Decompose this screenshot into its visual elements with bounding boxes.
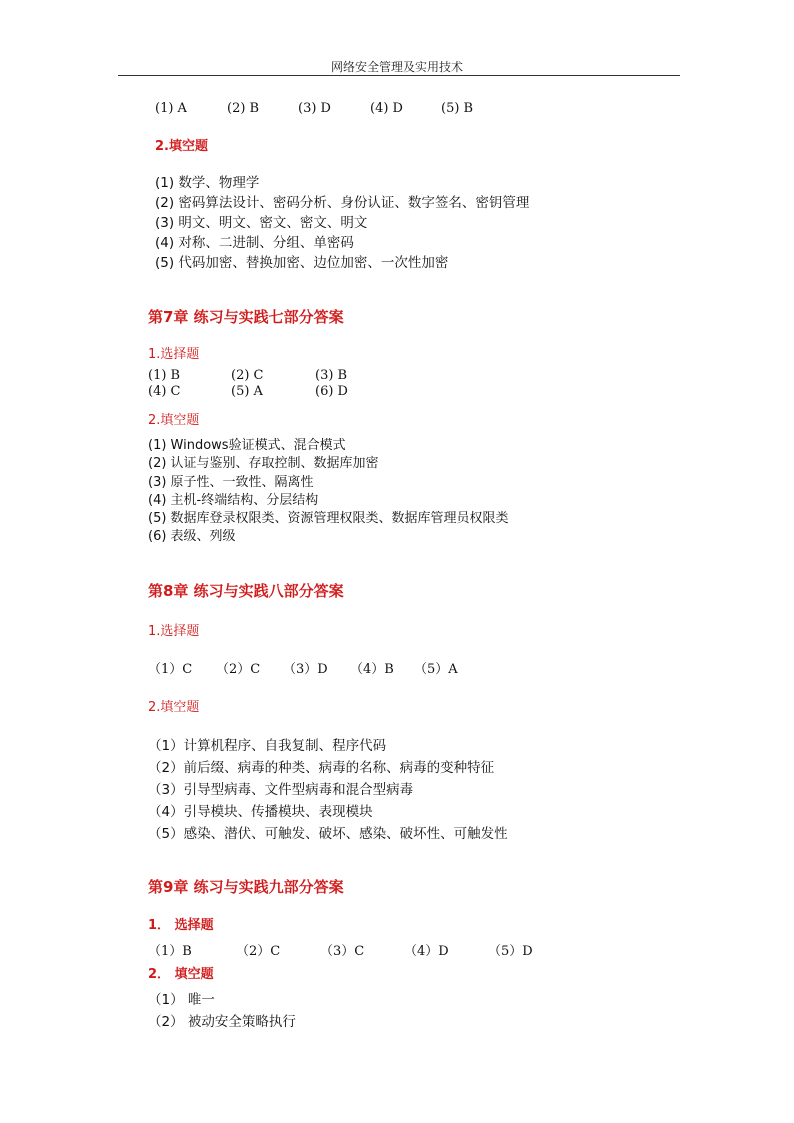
answer-choice-2: (2) B	[227, 101, 260, 116]
ch9-choice-4: （4）D	[404, 944, 449, 959]
chapter-9-choice-heading: 1． 选择题	[148, 918, 214, 933]
chapter-7-fill-heading: 2.填空题	[148, 413, 200, 428]
chapter-8-title: 第8章 练习与实践八部分答案	[148, 582, 344, 600]
answer-choice-5: (5) B	[441, 101, 474, 116]
ch7-fill-5: (5) 数据库登录权限类、资源管理权限类、数据库管理员权限类	[148, 511, 509, 526]
ch7-fill-3: (3) 原子性、一致性、隔离性	[148, 475, 314, 490]
ch8-fill-4: （4）引导模块、传播模块、表现模块	[148, 804, 373, 820]
header-rule	[118, 75, 680, 76]
answer-choice-3: (3) D	[298, 101, 331, 116]
chapter-7-title: 第7章 练习与实践七部分答案	[148, 308, 344, 326]
ch8-fill-1: （1）计算机程序、自我复制、程序代码	[148, 738, 387, 754]
ch7-choice-3: (3) B	[315, 368, 348, 383]
ch8-choice-3: （3）D	[283, 662, 328, 677]
page-header: 网络安全管理及实用技术	[330, 60, 463, 74]
fill-answer-4: (4) 对称、二进制、分组、单密码	[155, 235, 354, 251]
ch8-choice-1: （1）C	[148, 662, 193, 677]
ch8-fill-3: （3）引导型病毒、文件型病毒和混合型病毒	[148, 782, 414, 798]
chapter-9-fill-heading: 2． 填空题	[148, 967, 214, 982]
ch7-choice-5: (5) A	[231, 384, 263, 399]
ch7-choice-1: (1) B	[148, 368, 181, 383]
ch8-choice-5: （5）A	[414, 662, 458, 677]
answer-choice-1: (1) A	[155, 101, 187, 116]
ch8-choice-4: （4）B	[350, 662, 394, 677]
ch7-choice-2: (2) C	[231, 368, 264, 383]
ch8-choice-2: （2）C	[216, 662, 261, 677]
fill-answer-2: (2) 密码算法设计、密码分析、身份认证、数字签名、密钥管理	[155, 195, 530, 211]
ch7-choice-4: (4) C	[148, 384, 181, 399]
ch9-choice-3: （3）C	[320, 944, 365, 959]
chapter-8-fill-heading: 2.填空题	[148, 700, 200, 715]
chapter-8-choice-heading: 1.选择题	[148, 624, 200, 639]
answer-choice-4: (4) D	[370, 101, 403, 116]
ch7-fill-1: (1) Windows验证模式、混合模式	[148, 438, 346, 453]
fill-answer-3: (3) 明文、明文、密文、密文、明文	[155, 215, 368, 231]
ch9-fill-2: （2） 被动安全策略执行	[148, 1014, 296, 1030]
ch7-fill-6: (6) 表级、列级	[148, 529, 236, 544]
ch8-fill-5: （5）感染、潜伏、可触发、破坏、感染、破坏性、可触发性	[148, 826, 508, 842]
ch9-choice-1: （1）B	[148, 944, 192, 959]
chapter-9-title: 第9章 练习与实践九部分答案	[148, 878, 344, 896]
ch9-fill-1: （1） 唯一	[148, 992, 215, 1008]
ch7-fill-2: (2) 认证与鉴别、存取控制、数据库加密	[148, 456, 379, 471]
ch9-choice-5: （5）D	[488, 944, 533, 959]
ch7-choice-6: (6) D	[315, 384, 348, 399]
fill-answer-5: (5) 代码加密、替换加密、边位加密、一次性加密	[155, 255, 449, 271]
chapter-7-choice-heading: 1.选择题	[148, 347, 200, 362]
fill-answer-1: (1) 数学、物理学	[155, 175, 260, 191]
ch7-fill-4: (4) 主机-终端结构、分层结构	[148, 493, 319, 508]
ch9-choice-2: （2）C	[236, 944, 281, 959]
ch8-fill-2: （2）前后缀、病毒的种类、病毒的名称、病毒的变种特征	[148, 760, 495, 776]
fill-heading: 2.填空题	[155, 139, 208, 154]
